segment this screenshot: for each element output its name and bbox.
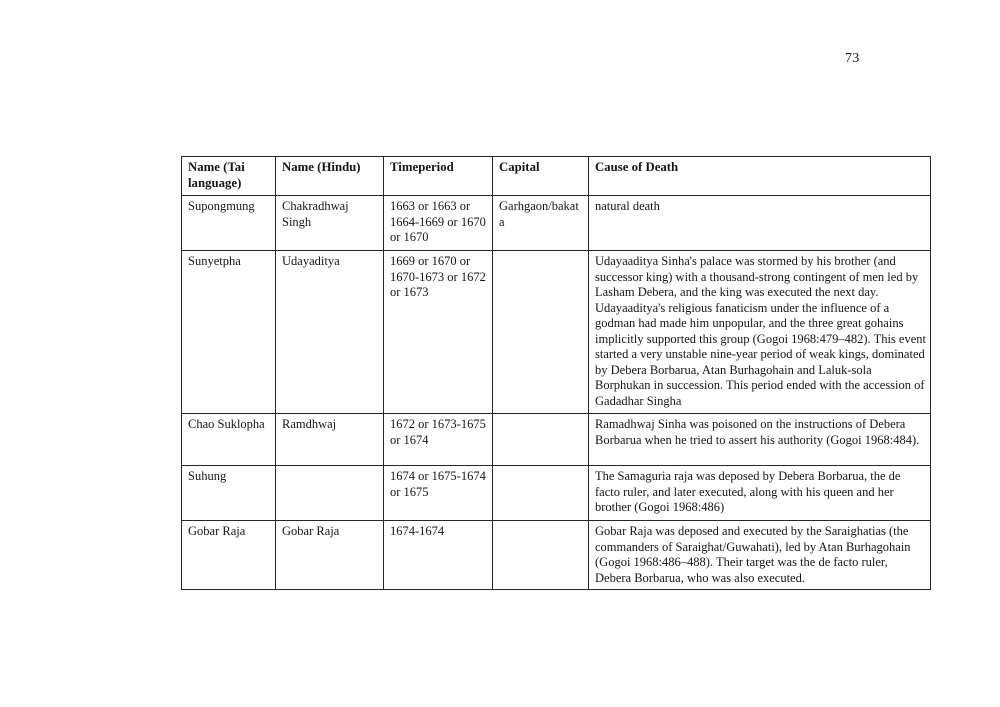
cell-cause: The Samaguria raja was deposed by Debera Borbarua, the de facto ruler, and later executed, along with his queen and her brother (Gogoi 1968:486)	[589, 466, 931, 521]
cell-cause: Ramadhwaj Sinha was poisoned on the instructions of Debera Borbarua when he tried to assert his authority (Gogoi 1968:484).	[589, 414, 931, 466]
cell-name-hindu: Chakradhwaj Singh	[276, 196, 384, 251]
page-number: 73	[845, 51, 860, 66]
cell-name-tai: Gobar Raja	[182, 521, 276, 590]
cell-name-hindu: Gobar Raja	[276, 521, 384, 590]
header-timeperiod: Timeperiod	[384, 157, 493, 196]
header-cause: Cause of Death	[589, 157, 931, 196]
kings-table	[181, 156, 931, 590]
cell-timeperiod: 1674-1674	[384, 521, 493, 590]
cell-cause: natural death	[589, 196, 931, 251]
cell-name-tai: Suhung	[182, 466, 276, 521]
table-row	[182, 414, 931, 466]
cell-timeperiod: 1672 or 1673-1675 or 1674	[384, 414, 493, 466]
table-header-row	[182, 157, 931, 196]
cell-capital	[493, 466, 589, 521]
cell-name-hindu: Ramdhwaj	[276, 414, 384, 466]
cell-name-hindu: Udayaditya	[276, 251, 384, 414]
header-name-tai: Name (Tai language)	[182, 157, 276, 196]
cell-name-tai: Sunyetpha	[182, 251, 276, 414]
header-capital: Capital	[493, 157, 589, 196]
cell-name-tai: Chao Suklopha	[182, 414, 276, 466]
cell-capital	[493, 251, 589, 414]
table-row	[182, 521, 931, 590]
cell-cause: Gobar Raja was deposed and executed by the Saraighatias (the commanders of Saraighat/Guwahati), led by Atan Burhagohain (Gogoi 1968:486–488). Their target was the de facto ruler, Debera Borbarua, who was also executed.	[589, 521, 931, 590]
cell-capital	[493, 414, 589, 466]
cell-name-tai: Supongmung	[182, 196, 276, 251]
cell-name-hindu	[276, 466, 384, 521]
cell-cause: Udayaaditya Sinha's palace was stormed by his brother (and successor king) with a thousand-strong contingent of men led by Lasham Debera, and the king was executed the next day. Udayaaditya's religious fanaticism under the influence of a godman had made him unpopular, and the three great gohains implicitly supported this group (Gogoi 1968:479–482). This event started a very unstable nine-year period of weak kings, dominated by Debera Borbarua, Atan Burhagohain and Laluk-sola Borphukan in succession. This period ended with the accession of Gadadhar Singha	[589, 251, 931, 414]
cell-capital: Garhgaon/bakata	[493, 196, 589, 251]
table-row	[182, 466, 931, 521]
table-row	[182, 251, 931, 414]
header-name-hindu: Name (Hindu)	[276, 157, 384, 196]
cell-timeperiod: 1663 or 1663 or 1664-1669 or 1670 or 1670	[384, 196, 493, 251]
cell-capital	[493, 521, 589, 590]
table-row	[182, 196, 931, 251]
cell-timeperiod: 1674 or 1675-1674 or 1675	[384, 466, 493, 521]
cell-timeperiod: 1669 or 1670 or 1670-1673 or 1672 or 1673	[384, 251, 493, 414]
